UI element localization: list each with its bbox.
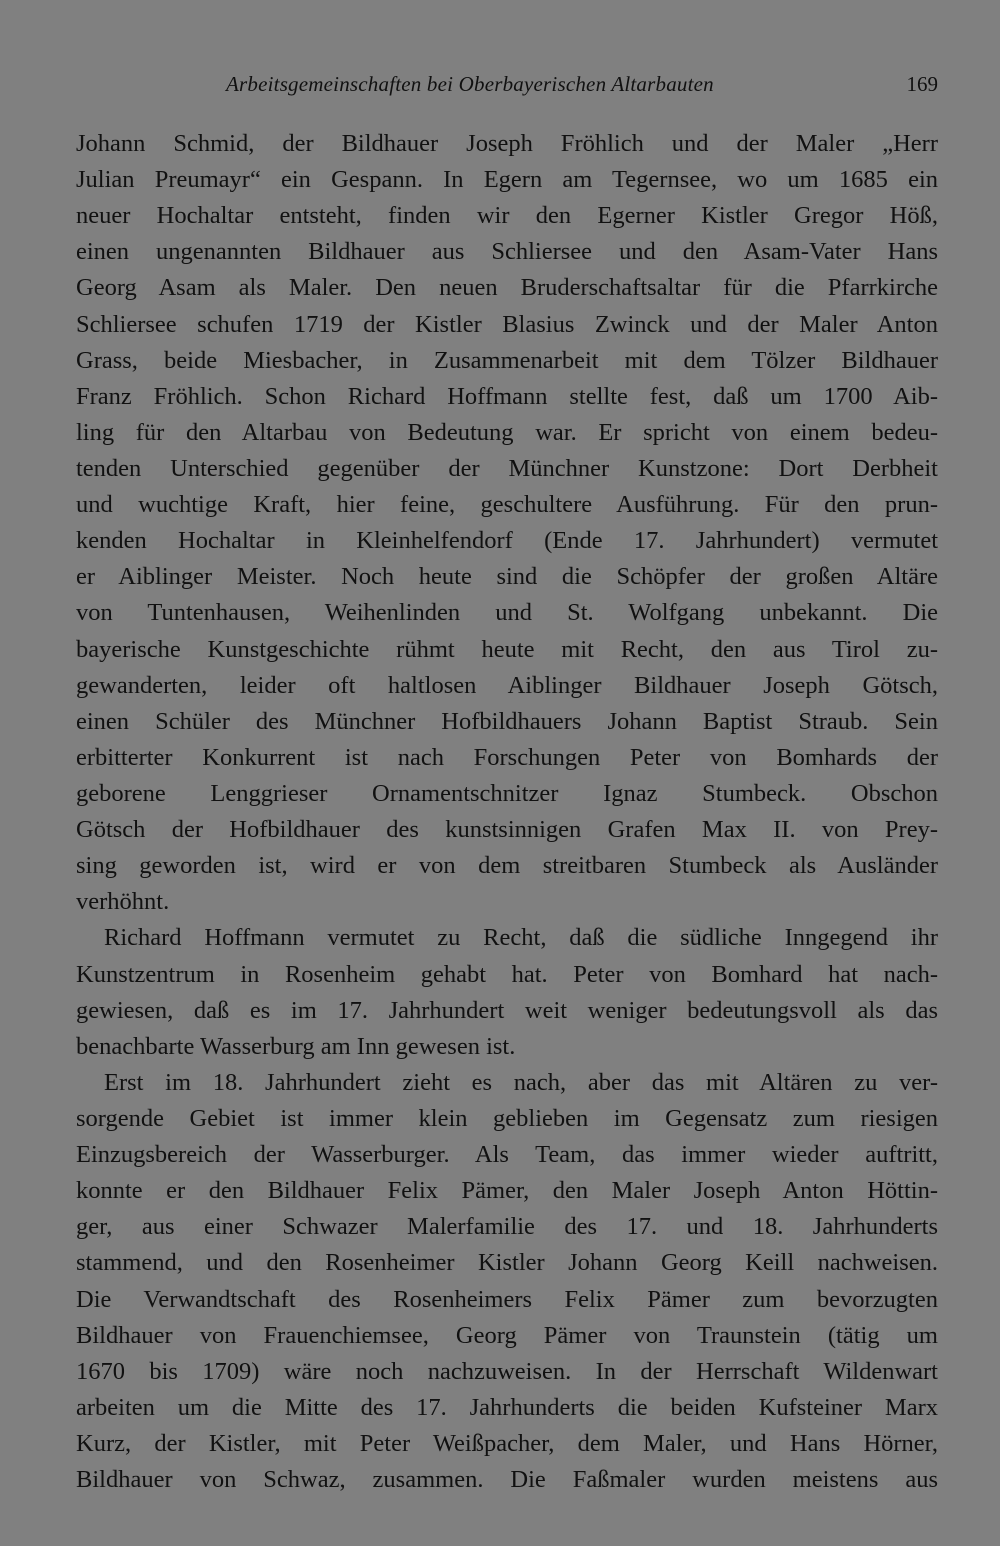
text-line: sing geworden ist, wird er von dem streitbaren Stumbeck als Ausländer	[76, 852, 938, 880]
text-line: Grass, beide Miesbacher, in Zusammenarbeit mit dem Tölzer Bildhauer	[76, 346, 938, 374]
text-line: benachbarte Wasserburg am Inn gewesen ist.	[76, 1032, 516, 1060]
text-line: Johann Schmid, der Bildhauer Joseph Fröhlich und der Maler „Herr	[76, 130, 938, 157]
text-line: Bildhauer von Schwaz, zusammen. Die Faßmaler wurden meistens aus	[76, 1466, 938, 1494]
text-line: tenden Unterschied gegenüber der Münchner Kunstzone: Dort Derbheit	[76, 454, 938, 482]
text-line: von Tuntenhausen, Weihenlinden und St. Wolfgang unbekannt. Die	[76, 599, 938, 627]
text-line: Kurz, der Kistler, mit Peter Weißpacher, dem Maler, und Hans Hörner,	[76, 1429, 938, 1457]
text-line: erbitterter Konkurrent ist nach Forschungen Peter von Bomhards der	[76, 743, 938, 771]
text-line: Einzugsbereich der Wasserburger. Als Team, das immer wieder auftritt,	[76, 1141, 938, 1169]
text-line: 1670 bis 1709) wäre noch nachzuweisen. In der Herrschaft Wildenwart	[76, 1357, 938, 1385]
text-line: neuer Hochaltar entsteht, finden wir den Egerner Kistler Gregor Höß,	[76, 202, 938, 230]
body-text	[76, 126, 938, 1498]
text-line: Die Verwandtschaft des Rosenheimers Felix Pämer zum bevorzugten	[76, 1285, 938, 1313]
text-line: Schliersee schufen 1719 der Kistler Blasius Zwinck und der Maler Anton	[76, 310, 938, 338]
text-line: geborene Lenggrieser Ornamentschnitzer Ignaz Stumbeck. Obschon	[76, 779, 938, 807]
text-line: einen ungenannten Bildhauer aus Schliersee und den Asam-Vater Hans	[76, 238, 938, 266]
text-line: ger, aus einer Schwazer Malerfamilie des 17. und 18. Jahrhunderts	[76, 1213, 938, 1241]
page-number: 169	[906, 72, 938, 96]
text-line: Bildhauer von Frauenchiemsee, Georg Pämer von Traunstein (tätig um	[76, 1321, 938, 1349]
paragraph	[76, 1065, 938, 1498]
text-line: und wuchtige Kraft, hier feine, geschultere Ausführung. Für den prun-	[76, 491, 938, 519]
text-line: Julian Preumayr“ ein Gespann. In Egern am Tegernsee, wo um 1685 ein	[76, 166, 938, 194]
paragraph	[76, 920, 938, 1064]
text-line: Götsch der Hofbildhauer des kunstsinnigen Grafen Max II. von Prey-	[76, 816, 938, 844]
text-line: gewanderten, leider oft haltlosen Aiblinger Bildhauer Joseph Götsch,	[76, 671, 938, 699]
text-line: Kunstzentrum in Rosenheim gehabt hat. Peter von Bomhard hat nach-	[76, 960, 938, 988]
text-line: ling für den Altarbau von Bedeutung war. Er spricht von einem bedeu-	[76, 418, 938, 446]
text-line: verhöhnt.	[76, 888, 170, 916]
text-line: Franz Fröhlich. Schon Richard Hoffmann stellte fest, daß um 1700 Aib-	[76, 382, 938, 410]
text-line: Georg Asam als Maler. Den neuen Bruderschaftsaltar für die Pfarrkirche	[76, 274, 938, 302]
text-line: einen Schüler des Münchner Hofbildhauers Johann Baptist Straub. Sein	[76, 707, 938, 735]
page-header	[76, 72, 938, 102]
text-line: bayerische Kunstgeschichte rühmt heute mit Recht, den aus Tirol zu-	[76, 635, 938, 663]
text-line: Richard Hoffmann vermutet zu Recht, daß die südliche Inngegend ihr	[104, 924, 938, 952]
text-line: Erst im 18. Jahrhundert zieht es nach, aber das mit Altären zu ver-	[104, 1068, 938, 1096]
text-line: stammend, und den Rosenheimer Kistler Johann Georg Keill nachweisen.	[76, 1249, 938, 1277]
text-line: konnte er den Bildhauer Felix Pämer, den Maler Joseph Anton Höttin-	[76, 1177, 938, 1205]
text-line: kenden Hochaltar in Kleinhelfendorf (Ende 17. Jahrhundert) vermutet	[76, 527, 938, 555]
running-title: Arbeitsgemeinschaften bei Oberbayerischen Altarbauten	[226, 72, 714, 96]
text-line: gewiesen, daß es im 17. Jahrhundert weit weniger bedeutungsvoll als das	[76, 996, 938, 1024]
paragraph	[76, 126, 938, 920]
text-line: er Aiblinger Meister. Noch heute sind die Schöpfer der großen Altäre	[76, 563, 938, 591]
text-line: sorgende Gebiet ist immer klein geblieben im Gegensatz zum riesigen	[76, 1104, 938, 1132]
text-line: arbeiten um die Mitte des 17. Jahrhunderts die beiden Kufsteiner Marx	[76, 1393, 938, 1421]
